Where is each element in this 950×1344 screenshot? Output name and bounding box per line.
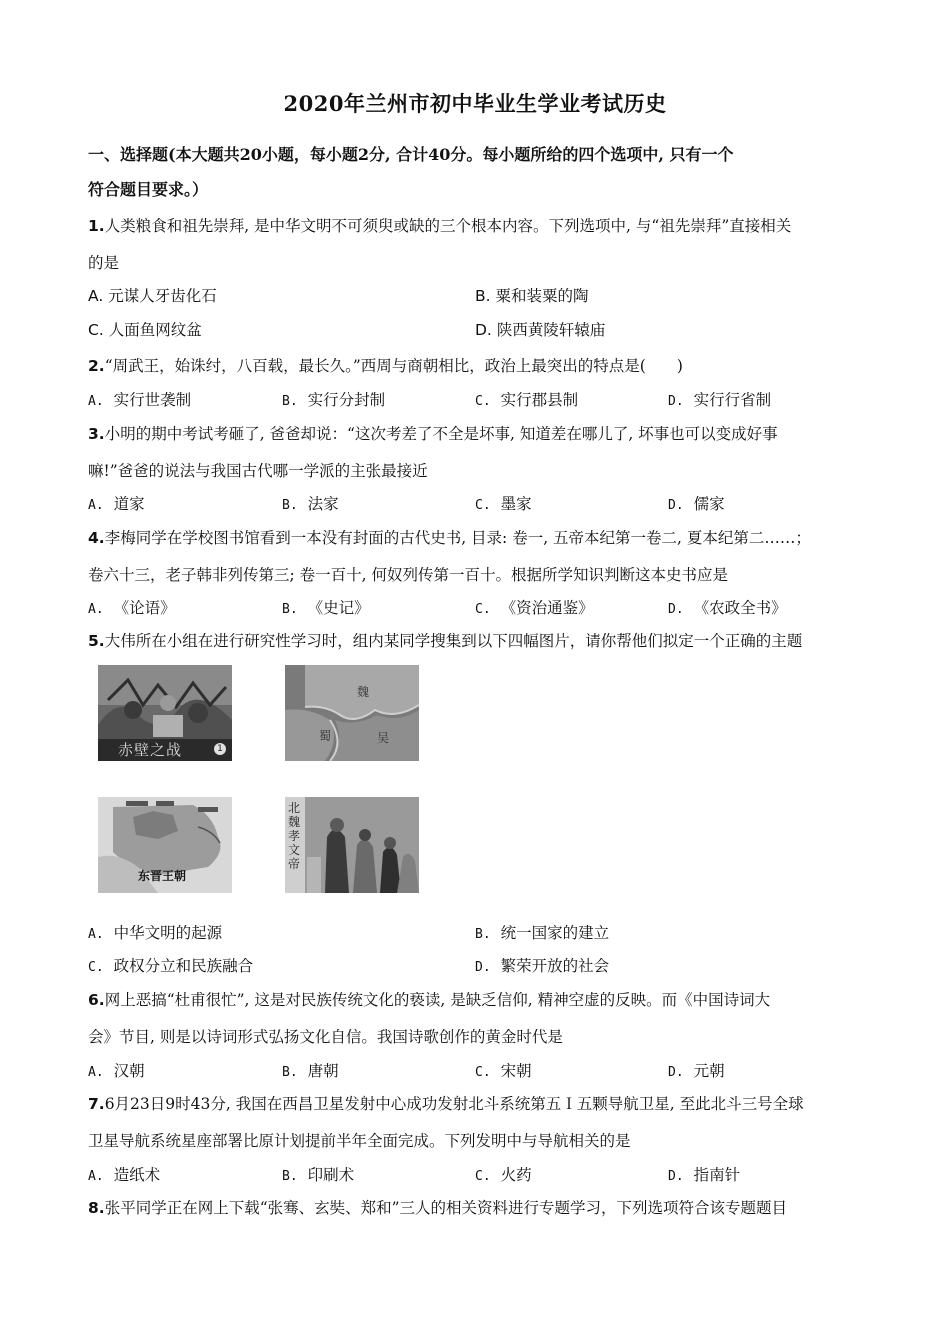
image-badge: 1 xyxy=(214,743,226,755)
q5-option-a: A. 中华文明的起源 xyxy=(88,924,223,942)
image-vertical-caption: 北魏孝文帝 xyxy=(288,801,301,871)
q4-option-d: D. 《农政全书》 xyxy=(668,599,787,617)
q4-option-c: C. 《资治通鉴》 xyxy=(475,599,594,617)
question-number: 1. xyxy=(88,217,105,235)
q2-option-b: B. 实行分封制 xyxy=(282,391,386,409)
q7-option-c: C. 火药 xyxy=(475,1166,532,1184)
map-label-wu: 吴 xyxy=(377,731,390,745)
q4-option-b: B. 《史记》 xyxy=(282,599,370,617)
section-heading-line1: 一、选择题(本大题共20小题，每小题2分, 合计40分。每小题所给的四个选项中, 只有一个 xyxy=(88,145,734,164)
q7-option-d: D. 指南针 xyxy=(668,1166,741,1184)
question-1-line1: 1.人类粮食和祖先崇拜, 是中华文明不可须臾或缺的三个根本内容。下列选项中, 与“祖先崇拜”直接相关 xyxy=(88,217,792,235)
question-2-line1: 2.“周武王，始诛纣，八百载，最长久。”西周与商朝相比，政治上最突出的特点是( ) xyxy=(88,357,683,375)
q3-option-a: A. 道家 xyxy=(88,495,145,513)
q5-option-c: C. 政权分立和民族融合 xyxy=(88,957,254,975)
q3-option-b: B. 法家 xyxy=(282,495,339,513)
eastern-jin-map-image xyxy=(98,797,232,893)
q6-option-d: D. 元朝 xyxy=(668,1062,725,1080)
q1-option-a: A. 元谋人牙齿化石 xyxy=(88,287,217,305)
question-5-line1: 5.大伟所在小组在进行研究性学习时，组内某同学搜集到以下四幅图片，请你帮他们拟定一个正确的主题 xyxy=(88,632,803,650)
page-title: 2020年兰州市初中毕业生学业考试历史 xyxy=(283,91,667,116)
question-1-line2: 的是 xyxy=(88,254,120,272)
q2-option-a: A. 实行世袭制 xyxy=(88,391,192,409)
q3-option-d: D. 儒家 xyxy=(668,495,725,513)
q5-option-d: D. 繁荣开放的社会 xyxy=(475,957,610,975)
northern-wei-emperor-image xyxy=(285,797,419,893)
q3-option-c: C. 墨家 xyxy=(475,495,532,513)
q2-option-d: D. 实行行省制 xyxy=(668,391,772,409)
q1-option-b: B. 粟和装粟的陶 xyxy=(475,287,589,305)
question-8-line1: 8.张平同学正在网上下载“张骞、玄奘、郑和”三人的相关资料进行专题学习，下列选项符合该专题题目 xyxy=(88,1199,788,1217)
question-7-line1: 7.6月23日9时43分, 我国在西昌卫星发射中心成功发射北斗系统第五Ｉ五颗导航卫星, 至此北斗三号全球 xyxy=(88,1095,804,1113)
q1-option-d: D. 陕西黄陵轩辕庙 xyxy=(475,321,606,339)
q5-option-b: B. 统一国家的建立 xyxy=(475,924,610,942)
q6-option-a: A. 汉朝 xyxy=(88,1062,145,1080)
q2-option-c: C. 实行郡县制 xyxy=(475,391,579,409)
q1-option-c: C. 人面鱼网纹盆 xyxy=(88,321,202,339)
q6-option-b: B. 唐朝 xyxy=(282,1062,339,1080)
question-3-line1: 3.小明的期中考试考砸了, 爸爸却说：“这次考差了不全是坏事, 知道差在哪儿了, 坏事也可以变成好事 xyxy=(88,425,778,443)
question-6-line2: 会》节目, 则是以诗词形式弘扬文化自信。我国诗歌创作的黄金时代是 xyxy=(88,1028,563,1046)
question-4-line1: 4.李梅同学在学校图书馆看到一本没有封面的古代史书, 目录: 卷一, 五帝本纪第一卷二, 夏本纪第二……； xyxy=(88,529,811,547)
battle-of-chibi-image xyxy=(98,665,232,761)
map-label-wei: 魏 xyxy=(357,685,370,699)
map-label-shu: 蜀 xyxy=(319,729,332,743)
q4-option-a: A. 《论语》 xyxy=(88,599,176,617)
question-4-line2: 卷六十三，老子韩非列传第三; 卷一百十, 何奴列传第一百十。根据所学知识判断这本史书应是 xyxy=(88,566,729,584)
section-heading-line2: 符合题目要求。） xyxy=(88,180,209,199)
image-caption: 赤壁之战 xyxy=(118,741,183,759)
q7-option-a: A. 造纸术 xyxy=(88,1166,161,1184)
question-3-line2: 嘛!”爸爸的说法与我国古代哪一学派的主张最接近 xyxy=(88,462,428,480)
q6-option-c: C. 宋朝 xyxy=(475,1062,532,1080)
map-label-eastern-jin: 东晋王朝 xyxy=(138,869,187,883)
q7-option-b: B. 印刷术 xyxy=(282,1166,355,1184)
question-7-line2: 卫星导航系统星座部署比原计划提前半年全面完成。下列发明中与导航相关的是 xyxy=(88,1132,631,1150)
three-kingdoms-map-image xyxy=(285,665,419,761)
question-6-line1: 6.网上恶搞“杜甫很忙”, 这是对民族传统文化的亵读, 是缺乏信仰, 精神空虚的反映。而《中国诗词大 xyxy=(88,991,771,1009)
